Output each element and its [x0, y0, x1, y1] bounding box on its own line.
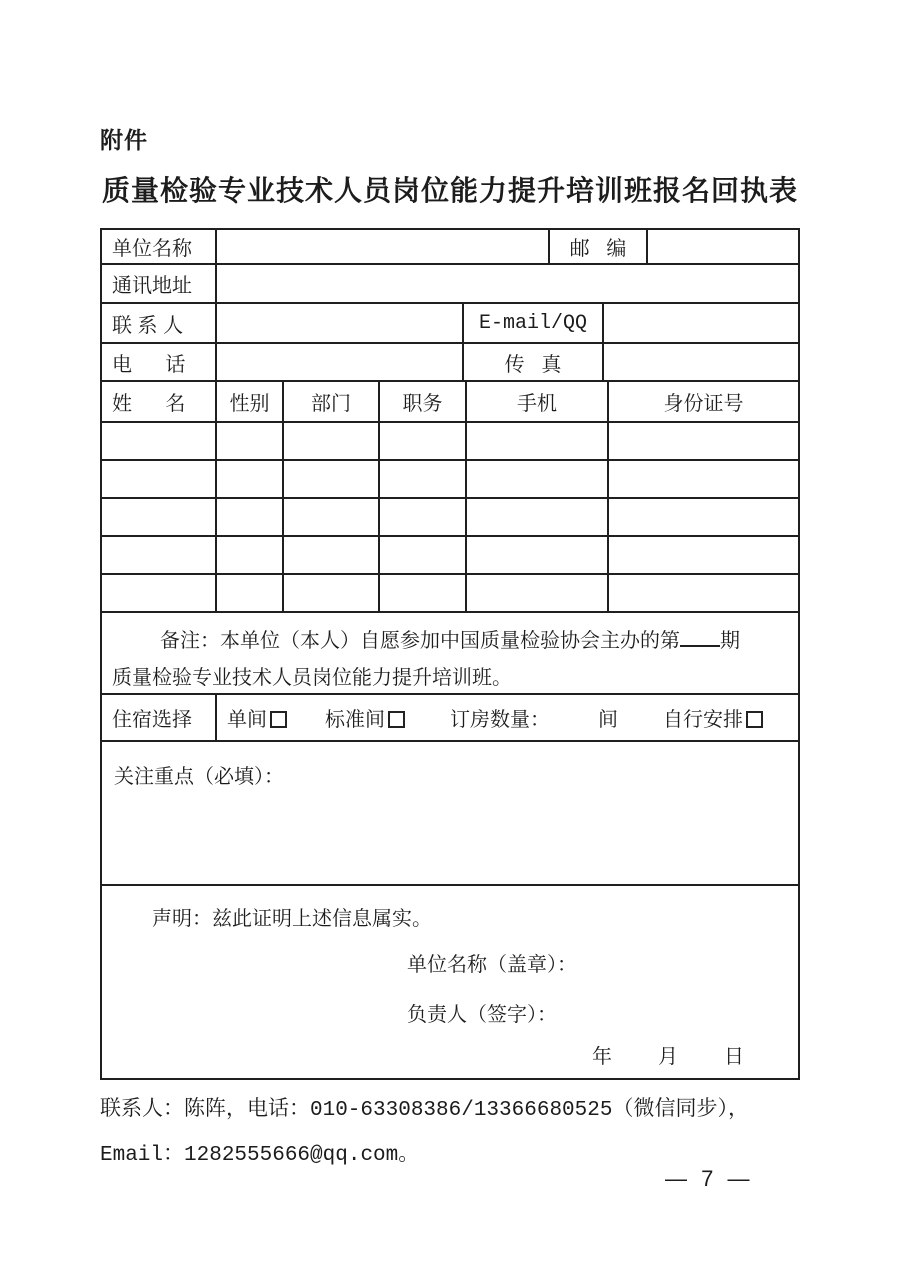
- roster-cell-id-number: [609, 575, 798, 611]
- self-arrange-checkbox: [746, 711, 763, 728]
- remarks-row: [102, 613, 798, 695]
- roster-cell-department: [284, 575, 380, 611]
- roster-cell-gender: [217, 461, 284, 497]
- page-title: 质量检验专业技术人员岗位能力提升培训班报名回执表: [101, 175, 798, 206]
- remarks-after-blank: 期: [720, 630, 740, 652]
- self-arrange-label: 自行安排: [663, 709, 743, 731]
- single-room-option: [227, 703, 287, 732]
- declaration-cell: [102, 886, 798, 1078]
- page-number: — 7 —: [665, 1166, 754, 1191]
- footer-email-line: Email：1282555666@qq.com。: [100, 1144, 420, 1167]
- roster-cell-id-number: [609, 461, 798, 497]
- address-input-cell: [217, 265, 798, 302]
- email-qq-input-cell: [604, 304, 798, 342]
- roster-cell-position: [380, 461, 467, 497]
- roster-empty-row: [102, 499, 798, 537]
- single-room-label: 单间: [227, 709, 267, 731]
- attachment-label: 附件: [100, 127, 148, 153]
- roster-cell-department: [284, 537, 380, 573]
- roster-empty-row: [102, 575, 798, 613]
- room-quantity-unit: 间: [598, 709, 618, 731]
- contact-person-input-cell: [217, 304, 464, 342]
- roster-header-gender: 性别: [217, 382, 284, 421]
- phone-label: 电 话: [102, 344, 217, 380]
- row-contact-person: [102, 304, 798, 344]
- single-room-checkbox: [270, 711, 287, 728]
- roster-cell-position: [380, 537, 467, 573]
- standard-room-label: 标准间: [325, 709, 385, 731]
- row-phone: [102, 344, 798, 382]
- roster-cell-id-number: [609, 537, 798, 573]
- roster-cell-gender: [217, 499, 284, 535]
- registration-form-table: [100, 228, 800, 1080]
- row-address: [102, 265, 798, 304]
- roster-cell-mobile: [467, 461, 609, 497]
- roster-header-department: 部门: [284, 382, 380, 421]
- focus-label: 关注重点（必填）：: [114, 766, 284, 788]
- unit-name-input-cell: [217, 230, 550, 263]
- roster-header-id-number: 身份证号: [663, 393, 744, 415]
- declaration-statement: 声明：兹此证明上述信息属实。: [152, 908, 432, 930]
- roster-cell-name: [102, 461, 217, 497]
- roster-header-row: [102, 382, 798, 423]
- remarks-text: [102, 613, 798, 693]
- session-number-blank: [680, 625, 720, 647]
- remarks-line2: 质量检验专业技术人员岗位能力提升培训班。: [112, 667, 512, 689]
- remarks-lead: 备注：: [160, 630, 220, 652]
- fax-input-cell: [604, 344, 798, 380]
- roster-cell-position: [380, 423, 467, 459]
- roster-cell-position: [380, 575, 467, 611]
- roster-cell-mobile: [467, 423, 609, 459]
- roster-cell-department: [284, 499, 380, 535]
- roster-cell-name: [102, 537, 217, 573]
- accommodation-label: 住宿选择: [102, 695, 217, 740]
- roster-empty-row: [102, 537, 798, 575]
- roster-cell-mobile: [467, 499, 609, 535]
- accommodation-options: [217, 695, 798, 740]
- row-unit-name: [102, 230, 798, 265]
- roster-header-mobile: 手机: [467, 382, 609, 421]
- roster-cell-name: [102, 575, 217, 611]
- roster-cell-mobile: [467, 537, 609, 573]
- roster-cell-position: [380, 499, 467, 535]
- remarks-before-blank: 本单位（本人）自愿参加中国质量检验协会主办的第: [220, 630, 680, 652]
- fax-label: 传 真: [464, 344, 604, 380]
- roster-empty-row: [102, 423, 798, 461]
- unit-name-label: 单位名称: [102, 230, 217, 263]
- roster-cell-department: [284, 423, 380, 459]
- roster-cell-gender: [217, 575, 284, 611]
- roster-cell-gender: [217, 537, 284, 573]
- contact-person-label: 联 系 人: [102, 304, 217, 342]
- roster-cell-gender: [217, 423, 284, 459]
- footer-contact-info: [100, 1097, 800, 1169]
- email-qq-label: E-mail/QQ: [464, 304, 604, 342]
- standard-room-option: [325, 703, 405, 732]
- roster-cell-name: [102, 499, 217, 535]
- roster-header-position: 职务: [380, 382, 467, 421]
- declaration-row: [102, 886, 798, 1078]
- address-label: 通讯地址: [102, 265, 217, 302]
- accommodation-row: [102, 695, 798, 742]
- roster-cell-id-number: [609, 499, 798, 535]
- roster-cell-id-number: [609, 423, 798, 459]
- standard-room-checkbox: [388, 711, 405, 728]
- roster-header-name: 姓 名: [102, 382, 217, 421]
- roster-empty-row: [102, 461, 798, 499]
- postal-code-label: 邮 编: [550, 230, 648, 263]
- focus-row: [102, 742, 798, 886]
- roster-cell-name: [102, 423, 217, 459]
- unit-seal-label: 单位名称（盖章）：: [407, 954, 577, 976]
- self-arrange-option: [663, 703, 763, 732]
- postal-code-input-cell: [648, 230, 798, 263]
- date-label: 年 月 日: [592, 1046, 746, 1068]
- roster-cell-department: [284, 461, 380, 497]
- roster-cell-mobile: [467, 575, 609, 611]
- phone-input-cell: [217, 344, 464, 380]
- footer-contact-line: 联系人：陈阵，电话：010-63308386/13366680525（微信同步），: [100, 1099, 749, 1122]
- signer-label: 负责人（签字）：: [407, 1004, 557, 1026]
- room-quantity-label: 订房数量：: [450, 709, 550, 731]
